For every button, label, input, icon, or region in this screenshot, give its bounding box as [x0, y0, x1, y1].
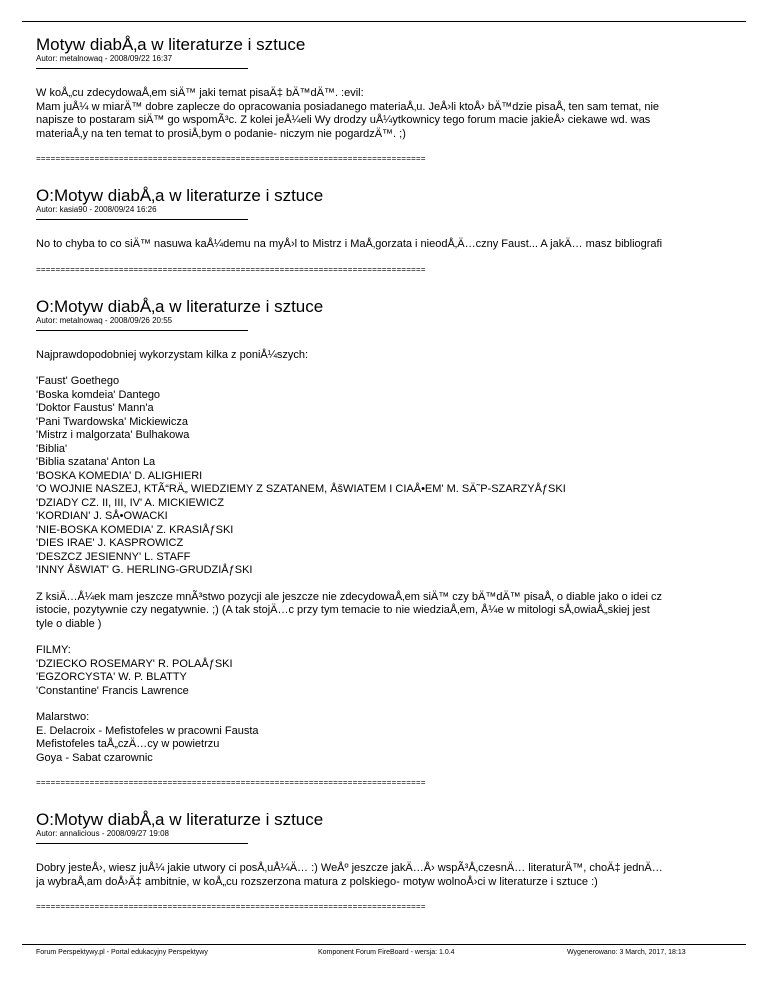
post-text-line: 'KORDIAN' J. SÅ•OWACKI — [36, 510, 168, 522]
post-text-line: No to chyba to co siÄ™ nasuwa kaÅ¼demu na myÅ›l to Mistrz i MaÅ‚gorzata i nieodÅ‚Ä…czny Faust... A jakÄ… masz bibliografi — [36, 238, 663, 250]
post-text-line: 'DZIECKO ROSEMARY' R. POLAÅƒSKI — [36, 657, 233, 670]
post-gap — [36, 164, 768, 186]
post-header-rule — [36, 843, 248, 844]
post-paragraph — [36, 711, 768, 765]
post-text-line: 'Pani Twardowska' Mickiewicza — [36, 415, 188, 428]
post-title: O:Motyw diabÅ‚a w literaturze i sztuce — [36, 186, 324, 205]
post-text-line: 'Faust' Goethego — [36, 375, 120, 387]
forum-thread — [36, 35, 768, 912]
post-text-line: Najprawdopodobniej wykorzystam kilka z poniÅ¼szych: — [36, 348, 309, 361]
bottom-rule — [22, 944, 746, 945]
post-text-line: 'Mistrz i malgorzata' Bulhakowa — [36, 429, 190, 441]
post-paragraph — [36, 862, 768, 889]
post-paragraph — [36, 375, 768, 578]
post-text-line: 'Constantine' Francis Lawrence — [36, 684, 189, 697]
post-text-line: 'Doktor Faustus' Mann'a — [36, 402, 154, 414]
post-text-line: 'Biblia szatana' Anton La — [36, 456, 156, 468]
post-author-date: Autor: metalnowaq - 2008/09/22 16:37 — [36, 54, 173, 63]
post-text-line: Z ksiÄ…Å¼ek mam jeszcze mnÃ³stwo pozycji ale jeszcze nie zdecydowaÅ‚em siÄ™ czy bÄ™dÄ™ pisaÅ‚ o diable jako o idei cz — [36, 590, 663, 603]
forum-post — [36, 35, 768, 186]
post-body — [36, 349, 768, 766]
post-body — [36, 238, 768, 252]
post-header-rule — [36, 219, 248, 220]
post-body — [36, 87, 768, 141]
post-text-line: materiaÅ‚y na ten temat to prosiÅ‚bym o podanie- niczym nie pogardzÄ™. ;) — [36, 127, 406, 140]
post-text-line: 'Biblia' — [36, 442, 68, 455]
post-separator: ================================================================================ — [36, 154, 426, 163]
post-header-rule — [36, 330, 248, 331]
post-separator: ================================================================================ — [36, 902, 426, 911]
post-author-date: Autor: kasia90 - 2008/09/24 16:26 — [36, 205, 157, 214]
post-text-line: napisze to postaram siÄ™ go wspomÃ³c. Z kolei jeÅ¼eli Wy drodzy uÅ¼ytkownicy tego forum macie jakieÅ› ciekawe wd. was — [36, 114, 651, 126]
post-author-date: Autor: annalicious - 2008/09/27 19:08 — [36, 829, 169, 838]
post-text-line: 'Boska komdeia' Dantego — [36, 388, 161, 401]
post-title: O:Motyw diabÅ‚a w literaturze i sztuce — [36, 810, 324, 829]
post-gap — [36, 788, 768, 810]
post-paragraph — [36, 238, 768, 252]
top-rule — [22, 21, 746, 22]
post-text-line: Dobry jesteÅ›, wiesz juÅ¼ jakie utwory ci posÅ‚uÅ¼Ä… :) WeÅº jeszcze jakÄ…Å› wspÃ³Å‚czesnÄ… literaturÄ™, choÄ‡ jednÄ… — [36, 862, 663, 874]
post-text-line: 'EGZORCYSTA' W. P. BLATTY — [36, 671, 187, 683]
post-paragraph — [36, 349, 768, 363]
post-header-rule — [36, 68, 248, 69]
forum-post — [36, 810, 768, 912]
forum-post — [36, 297, 768, 811]
post-text-line: FILMY: — [36, 644, 71, 656]
post-text-line: 'INNY ÅšWIAT' G. HERLING-GRUDZIÅƒSKI — [36, 564, 253, 576]
post-title: O:Motyw diabÅ‚a w literaturze i sztuce — [36, 296, 324, 316]
post-text-line: 'DZIADY CZ. II, III, IV' A. MICKIEWICZ — [36, 496, 224, 509]
post-paragraph — [36, 644, 768, 698]
post-text-line: 'DESZCZ JESIENNY' L. STAFF — [36, 550, 191, 563]
post-separator: ================================================================================ — [36, 264, 426, 274]
post-text-line: tyle o diable ) — [36, 617, 102, 630]
post-body — [36, 862, 768, 889]
post-text-line: ja wybraÅ‚am doÅ›Ä‡ ambitnie, w koÅ„cu rozszerzona matura z polskiego- motyw wolnoÅ›ci w literaturze i sztuce :) — [36, 875, 598, 888]
post-gap — [36, 275, 768, 297]
post-title: Motyw diabÅ‚a w literaturze i sztuce — [36, 35, 306, 54]
post-text-line: 'O WOJNIE NASZEJ, KTÃ“RÄ„ WIEDZIEMY Z SZATANEM, ÅšWIATEM I CIAÅ•EM' M. SÄ˜P-SZARZYÅƒSKI — [36, 483, 566, 495]
post-text-line: 'NIE-BOSKA KOMEDIA' Z. KRASIÅƒSKI — [36, 523, 234, 536]
post-text-line: Mam juÅ¼ w miarÄ™ dobre zaplecze do opracowania posiadanego materiaÅ‚u. JeÅ›li ktoÅ› bÄ™dzie pisaÅ‚ ten sam temat, nie — [36, 100, 660, 113]
post-text-line: 'DIES IRAE' J. KASPROWICZ — [36, 537, 184, 549]
post-text-line: Mefistofeles taÅ„czÄ…cy w powietrzu — [36, 738, 220, 750]
footer-generated: Wygenerowano: 3 March, 2017, 18:13 — [567, 949, 686, 956]
post-paragraph — [36, 591, 768, 632]
forum-post — [36, 186, 768, 297]
post-text-line: Malarstwo: — [36, 711, 90, 723]
post-paragraph — [36, 87, 768, 141]
footer-component: Komponent Forum FireBoard - wersja: 1.0.4 — [318, 949, 455, 956]
post-separator: ================================================================================ — [36, 778, 426, 787]
post-author-date: Autor: metalnowaq - 2008/09/26 20:55 — [36, 315, 173, 325]
post-text-line: W koÅ„cu zdecydowaÅ‚em siÄ™ jaki temat pisaÄ‡ bÄ™dÄ™. :evil: — [36, 87, 364, 99]
post-text-line: istocie, pozytywnie czy negatywnie. ;) (A tak stojÄ…c przy tym temacie to nie wiedziaÅ‚em, Å¼e w mitologi sÅ‚owiaÅ„skiej jest — [36, 604, 650, 616]
post-text-line: 'BOSKA KOMEDIA' D. ALIGHIERI — [36, 469, 203, 482]
footer-site-name: Forum Perspektywy.pl - Portal edukacyjny Perspektywy — [36, 949, 208, 956]
post-text-line: E. Delacroix - Mefistofeles w pracowni Fausta — [36, 724, 259, 737]
post-text-line: Goya - Sabat czarownic — [36, 751, 153, 764]
